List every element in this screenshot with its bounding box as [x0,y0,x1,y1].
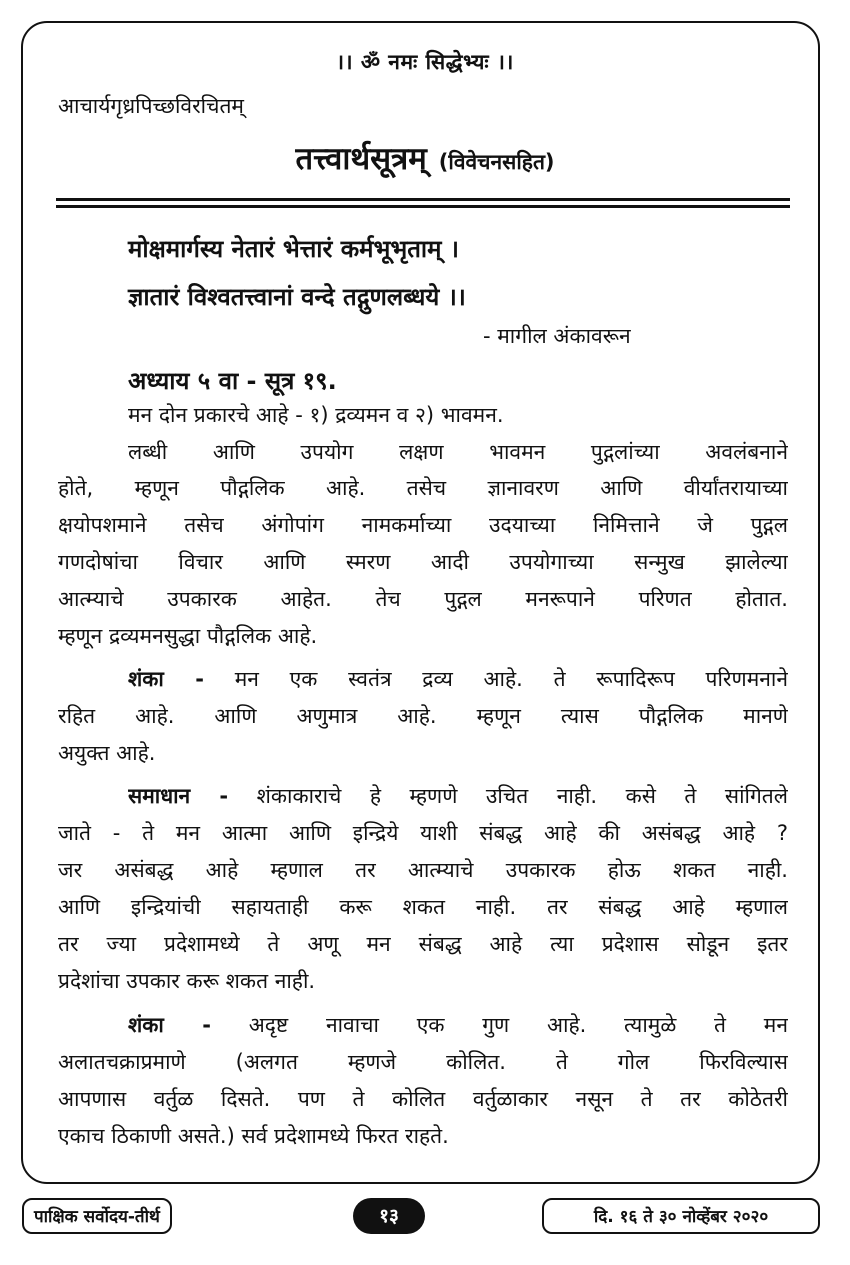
verse-line-2: ज्ञातारं विश्‍वतत्त्वानां वन्दे तद्गुणलब्धये ।। [128,283,466,311]
body-line: म्हणून द्रव्यमनसुद्धा पौद्गलिक आहे. [58,624,318,648]
divider-top [56,198,790,201]
body-line: आत्म्याचे उपकारक आहेत. तेच पुद्गल मनरूपाने परिणत होतात. [58,587,788,611]
verse-line-1: मोक्षमार्गस्य नेतारं भेत्तारं कर्मभूभृताम् । [128,235,459,263]
objection-label: शंका - [128,1013,211,1037]
title-block [0,137,850,179]
page-subtitle: (विवेचनसहित) [438,150,555,174]
body-line: लब्धी आणि उपयोग लक्षण भावमन पुद्गलांच्या अवलंबनाने [128,440,788,464]
body-line: होते, म्हणून पौद्गलिक आहे. तसेच ज्ञानावरण आणि वीर्यांतरायाच्या [58,476,788,500]
author-line: आचार्यगृध्रपिच्छविरचितम् [58,94,244,118]
body-line: जर असंबद्ध आहे म्हणाल तर आत्म्याचे उपकारक होऊ शकत नाही. [58,858,788,882]
objection-label: शंका - [128,667,204,691]
body-line: आपणास वर्तुळ दिसते. पण ते कोलित वर्तुळाकार नसून ते तर कोठेतरी [58,1087,788,1111]
issue-date: दि. १६ ते ३० नोव्हेंबर २०२० [542,1198,820,1234]
body-line: गणदोषांचा विचार आणि स्मरण आदी उपयोगाच्या सन्मुख झालेल्या [58,550,788,574]
body-line: तर ज्या प्रदेशामध्ये ते अणू मन संबद्ध आहे त्या प्रदेशास सोडून इतर [58,932,788,956]
body-line: आणि इन्द्रियांची सहायताही करू शकत नाही. तर संबद्ध आहे म्हणाल [58,895,788,919]
body-line: अयुक्त आहे. [58,741,156,765]
divider-bottom [56,205,790,208]
body-line: क्षयोपशमाने तसेच अंगोपांग नामकर्माच्या उदयाच्या निमित्ताने जे पुद्गल [58,513,788,537]
body-line: रहित आहे. आणि अणुमात्र आहे. म्हणून त्यास पौद्गलिक मानणे [58,704,788,728]
body-line: मन दोन प्रकारचे आहे - १) द्रव्यमन व २) भावमन. [128,403,504,427]
body-line: शंका - अदृष्ट नावाचा एक गुण आहे. त्यामुळे ते मन [128,1013,788,1037]
invocation: ।। ॐ नमः सिद्धेभ्यः ।। [336,50,514,74]
body-line: एकाच ठिकाणी असते.) सर्व प्रदेशामध्ये फिरत राहते. [58,1124,449,1148]
body-line: अलातचक्राप्रमाणे (अलगत म्हणजे कोलित. ते गोल फिरविल्यास [58,1050,788,1074]
body-line: जाते - ते मन आत्मा आणि इन्द्रिये याशी संबद्ध आहे की असंबद्ध आहे ? [58,821,788,845]
body-line: प्रदेशांचा उपकार करू शकत नाही. [58,969,316,993]
page-title: तत्त्वार्थसूत्रम् [295,141,427,177]
chapter-heading: अध्याय ५ वा - सूत्र १९. [128,367,337,395]
page-number: १३ [353,1198,425,1234]
body-line: समाधान - शंकाकाराचे हे म्हणणे उचित नाही. कसे ते सांगितले [128,784,788,808]
publication-name: पाक्षिक सर्वोदय-तीर्थ [22,1198,172,1234]
answer-label: समाधान - [128,784,229,808]
body-line: शंका - मन एक स्वतंत्र द्रव्य आहे. ते रूपादिरूप परिणमनाने [128,667,788,691]
continuation-note: - मागील अंकावरून [483,324,631,348]
